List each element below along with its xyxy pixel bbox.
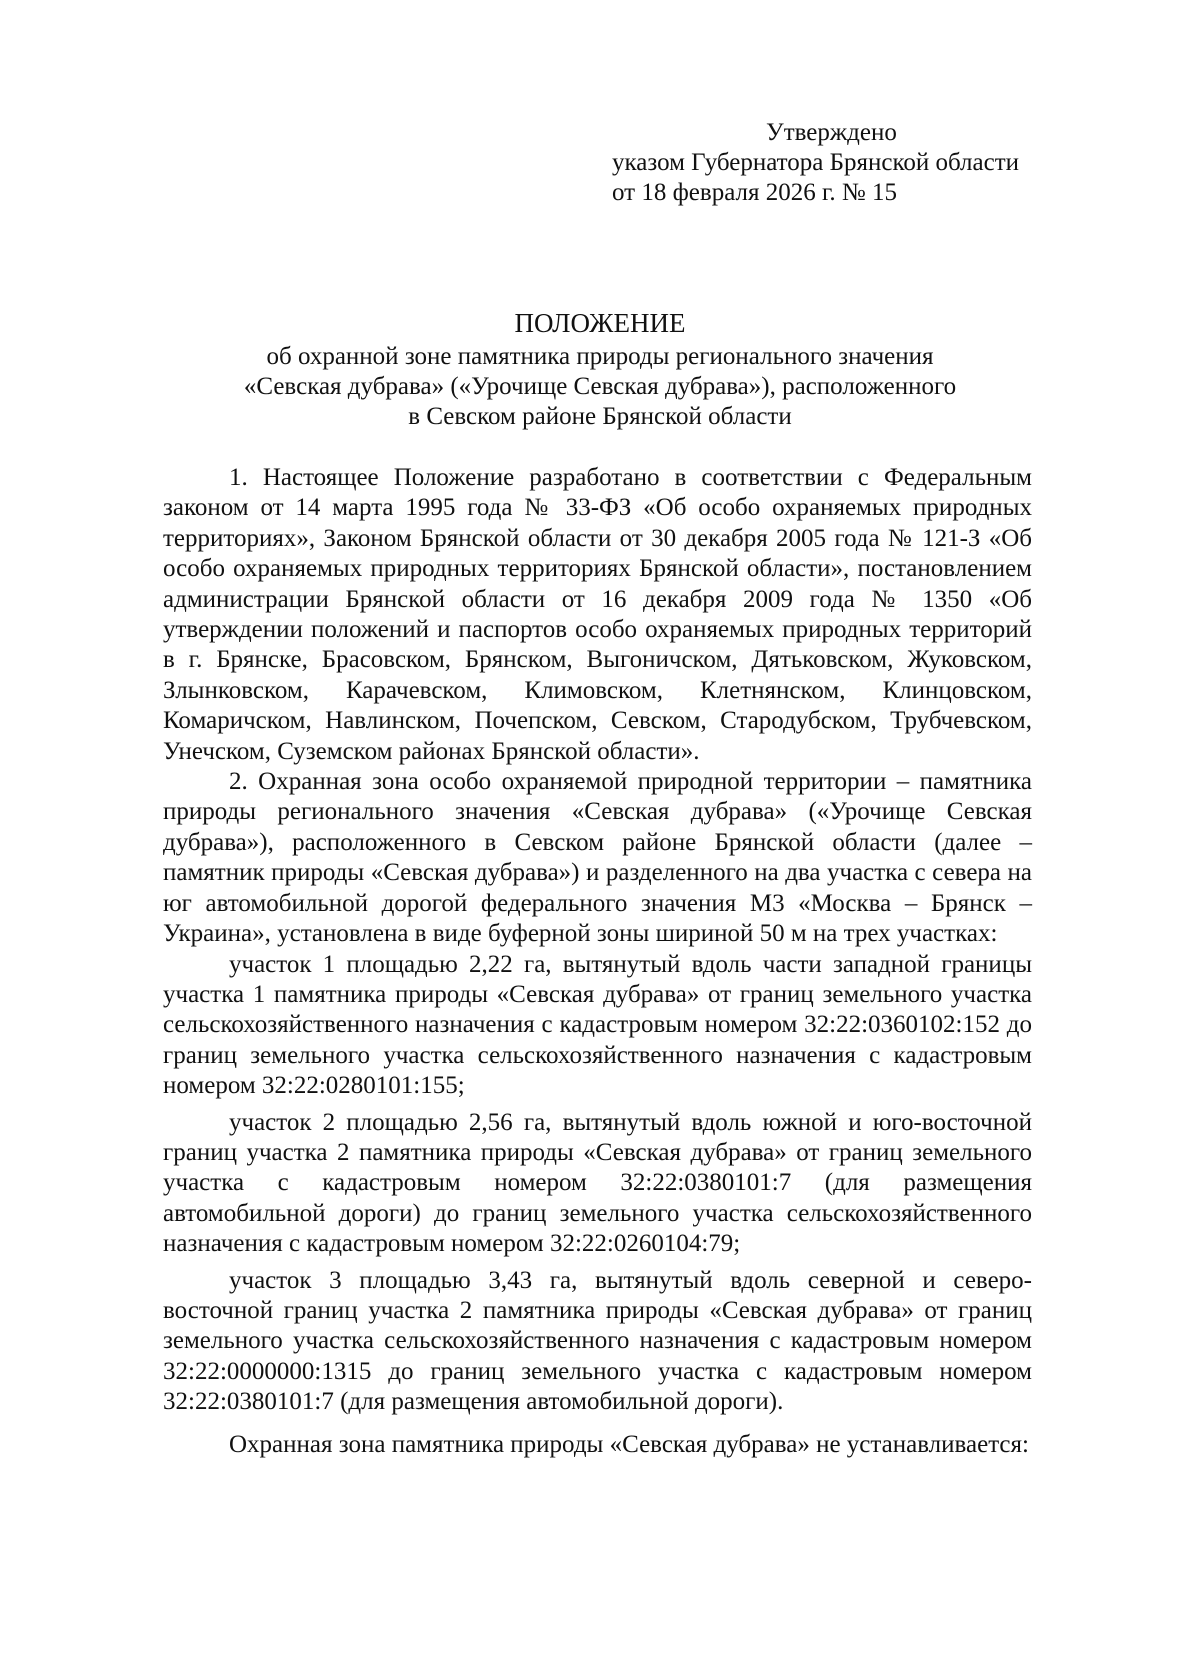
approval-stamp: [612, 118, 1132, 208]
paragraph-plot-2: участок 2 площадью 2,56 га, вытянутый вдоль южной и юго-восточной границ участка 2 памятника природы «Севская дубрава» от границ земельного участка с кадастровым номером 32:22:0380101:7 (для размещения автомобильной дороги) до границ земельного участка сельскохозяйственного назначения с кадастровым номером 32:22:0260104:79;: [163, 1108, 1032, 1258]
document-heading: ПОЛОЖЕНИЕ: [514, 308, 686, 338]
approval-line-decree: указом Губернатора Брянской области: [612, 149, 1020, 176]
paragraph-zone-not-established: Охранная зона памятника природы «Севская дубрава» не устанавливается:: [229, 1430, 1029, 1458]
document-subtitle-line-2: «Севская дубрава» («Урочище Севская дубрава»), расположенного: [243, 373, 957, 400]
paragraph-2-protection-zone: 2. Охранная зона особо охраняемой природной территории – памятника природы регионального значения «Севская дубрава» («Урочище Севская дубрава»), расположенного в Севском районе Брянской области (далее – памятник природы «Севская дубрава») и разделенного на два участка с севера на юг автомобильной дорогой федерального значения М3 «Москва – Брянск – Украина», установлена в виде буферной зоны шириной 50 м на трех участках:: [163, 768, 1032, 948]
paragraph-plot-1: участок 1 площадью 2,22 га, вытянутый вдоль части западной границы участка 1 памятника природы «Севская дубрава» от границ земельного участка сельскохозяйственного назначения с кадастровым номером 32:22:0360102:152 до границ земельного участка сельскохозяйственного назначения с кадастровым номером 32:22:0280101:155;: [163, 950, 1032, 1100]
document-title-block: [160, 308, 1040, 432]
paragraph-1-legal-basis: 1. Настоящее Положение разработано в соответствии с Федеральным законом от 14 марта 1995 года № 33-ФЗ «Об особо охраняемых природных территориях», Законом Брянской области от 30 декабря 2005 года № 121-З «Об особо охраняемых природных территориях Брянской области», постановлением администрации Брянской области от 16 декабря 2009 года № 1350 «Об утверждении положений и паспортов особо охраняемых природных территорий в г. Брянске, Брасовском, Брянском, Выгоничском, Дятьковском, Жуковском, Злынковском, Карачевском, Климовском, Клетнянском, Клинцовском, Комаричском, Навлинском, Почепском, Севском, Стародубском, Трубчевском, Унечском, Суземском районах Брянской области».: [163, 464, 1032, 765]
approval-line-date-number: от 18 февраля 2026 г. № 15: [612, 179, 898, 206]
document-subtitle-line-3: в Севском районе Брянской области: [408, 403, 792, 430]
paragraph-plot-3: участок 3 площадью 3,43 га, вытянутый вдоль северной и северо-восточной границ участка 2 памятника природы «Севская дубрава» от границ земельного участка сельскохозяйственного назначения с кадастровым номером 32:22:0000000:1315 до границ земельного участка с кадастровым номером 32:22:0380101:7 (для размещения автомобильной дороги).: [163, 1266, 1032, 1416]
document-body: [163, 463, 1032, 1460]
approval-line-approved: Утверждено: [766, 119, 897, 146]
document-subtitle-line-1: об охранной зоне памятника природы регионального значения: [266, 343, 934, 370]
